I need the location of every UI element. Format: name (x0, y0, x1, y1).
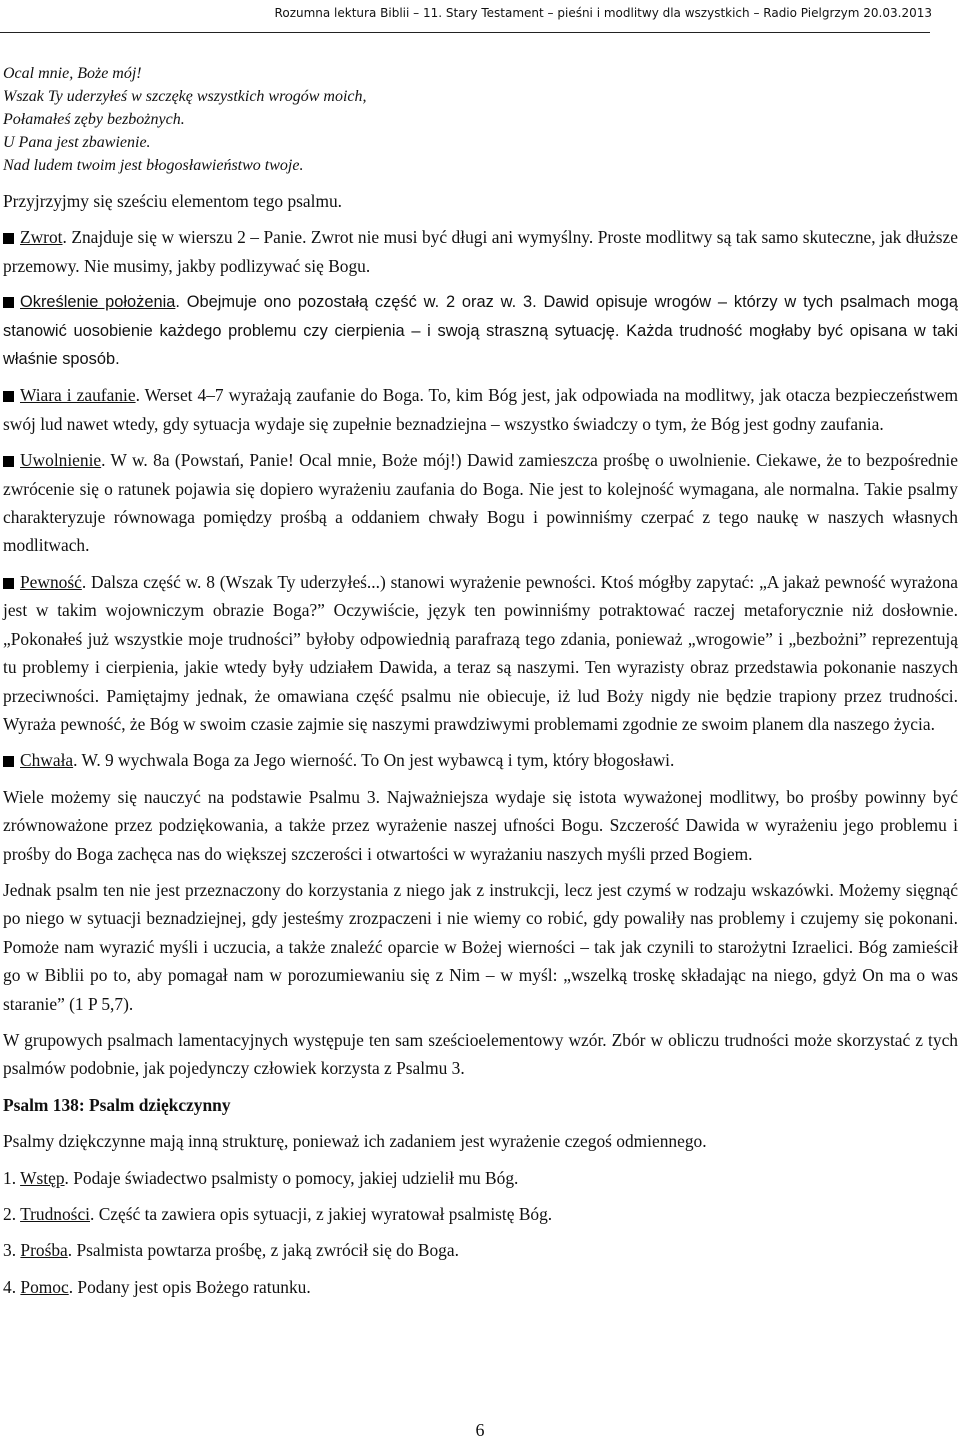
page-header: Rozumna lektura Biblii – 11. Stary Testament – pieśni i modlitwy dla wszystkich – Radio Pielgrzym 20.03.2013 (274, 6, 932, 20)
element-label: Zwrot (20, 227, 63, 248)
element-text: . Obejmuje ono pozostałą część w. 2 oraz w. 3. Dawid opisuje wrogów – którzy w tych psalmach mogą stanowić uosobienie każdego problemu czy cierpienia – i swoją straszną sytuację. Każda trudność mogłaby być opisana w taki właśnie sposób. (3, 293, 958, 369)
element-text: . W w. 8a (Powstań, Panie! Ocal mnie, Boże mój!) Dawid zamieszcza prośbę o uwolnienie. Ciekawe, że to bezpośrednie zwrócenie się o ratunek pojawia się dopiero wyrażeniu zaufania do Boga. Nie jest to kolejność wymagana, ale normalna. Takie psalmy charakteryzuje równowaga pomiędzy prośbą a oddaniem chwały Bogu i powinniśmy czerpać z tego naukę w naszych własnych modlitwach. (3, 450, 958, 556)
list-item (3, 1273, 958, 1301)
element-wiara (3, 381, 958, 438)
verse-line: U Pana jest zbawienie. (3, 134, 151, 151)
square-bullet-icon (3, 756, 14, 767)
verse-line: Ocal mnie, Boże mój! (3, 65, 142, 82)
list-text: . Część ta zawiera opis sytuacji, z jakiej wyratował psalmistę Bóg. (90, 1204, 553, 1224)
element-label: Określenie położenia (20, 293, 176, 312)
list-text: . Podaje świadectwo psalmisty o pomocy, jakiej udzielił mu Bóg. (64, 1167, 519, 1188)
element-text: . W. 9 wychwala Boga za Jego wierność. To On jest wybawcą i tym, który błogosławi. (73, 750, 675, 771)
list-label: Trudności (20, 1204, 90, 1224)
section-intro: Psalmy dziękczynne mają inną strukturę, ponieważ ich zadaniem jest wyrażenie czegoś odmiennego. (3, 1131, 707, 1152)
psalm-verse (3, 62, 958, 177)
square-bullet-icon (3, 391, 14, 402)
element-zwrot (3, 223, 958, 280)
element-label: Chwała (20, 750, 74, 771)
list-number: 1. (3, 1167, 17, 1188)
intro-paragraph: Przyjrzyjmy się sześciu elementom tego psalmu. (3, 191, 343, 211)
element-chwala (3, 746, 958, 774)
verse-line: Wszak Ty uderzyłeś w szczękę wszystkich wrogów moich, (3, 88, 367, 105)
list-number: 2. (3, 1204, 17, 1224)
square-bullet-icon (3, 456, 14, 467)
list-text: . Psalmista powtarza prośbę, z jaką zwrócił się do Boga. (67, 1240, 459, 1261)
verse-line: Połamałeś zęby bezbożnych. (3, 111, 185, 128)
element-pewnosc (3, 568, 958, 738)
element-text: . Znajduje się w wierszu 2 – Panie. Zwrot nie musi być długi ani wymyślny. Proste modlitwy są tak samo skuteczne, jak dłuższe przemowy. Nie musimy, jakby podlizywać się Bogu. (3, 227, 958, 276)
element-label: Uwolnienie (20, 450, 102, 471)
list-label: Wstęp (20, 1167, 65, 1188)
page-content (3, 62, 958, 1309)
list-item (3, 1200, 958, 1228)
element-text: . Dalsza część w. 8 (Wszak Ty uderzyłeś...) stanowi wyrażenie pewności. Ktoś mógłby zapytać: „A jakaż pewność wyrażona jest w takim wojowniczym obrazie Boga?” Oczywiście, język ten powinniśmy potraktować raczej metaforycznie niż dosłownie. „Pokonałeś już wszystkie moje trudności” byłoby odpowiednią parafrazą tego zdania, ponieważ „wrogowie” i „bezbożni” reprezentują tu problemy i cierpienia, jakie wtedy były udziałem Dawida, a teraz są naszymi. Ten wyrazisty obraz przedstawia pokonanie naszych przeciwności. Pamiętajmy jednak, że omawiana część psalmu nie obiecuje, iż lud Boży nigdy nie będzie trapiony przez trudności. Wyraża pewność, że Bóg w swoim czasie zajmie się naszymi prawdziwymi problemami zgodnie ze swoim planem dla naszego życia. (3, 571, 958, 734)
header-rule (0, 32, 930, 33)
element-okreslenie (3, 288, 958, 373)
list-text: . Podany jest opis Bożego ratunku. (68, 1276, 311, 1297)
list-item (3, 1236, 958, 1264)
list-label: Prośba (20, 1240, 68, 1261)
square-bullet-icon (3, 578, 14, 589)
body-paragraph: Jednak psalm ten nie jest przeznaczony do korzystania z niego jak z instrukcji, lecz jest czymś w rodzaju wskazówki. Możemy sięgnąć po niego w sytuacji beznadziejnej, gdy jesteśmy zrozpaczeni i nie wiemy co robić, gdy powaliły nas problemy i czujemy się pokonani. Pomoże nam wyrazić myśli i uczucia, a także znaleźć oparcie w Bożej wierności – tak jak czynili to starożytni Izraelici. Bóg zamieścił go w Biblii po to, aby pomagał nam w porozumiewaniu się z Nim – w myśl: „wszelką troskę składając na niego, gdyż On ma o was staranie” (1 P 5,7). (3, 879, 958, 1014)
body-paragraph: W grupowych psalmach lamentacyjnych występuje ten sam sześcioelementowy wzór. Zbór w obliczu trudności może skorzystać z tych psalmów podobnie, jak pojedynczy człowiek korzysta z Psalmu 3. (3, 1029, 958, 1079)
square-bullet-icon (3, 233, 14, 244)
element-label: Pewność (20, 571, 82, 592)
element-uwolnienie (3, 446, 958, 560)
element-text: . Werset 4–7 wyrażają zaufanie do Boga. To, kim Bóg jest, jak odpowiada na modlitwy, jak otacza bezpieczeństwem swój lud nawet wtedy, gdy sytuacja wydaje się zupełnie beznadziejna – wszystko świadczy o tym, że Bóg jest godny zaufania. (3, 385, 959, 434)
section-title: Psalm 138: Psalm dziękczynny (3, 1094, 231, 1115)
list-item (3, 1164, 958, 1192)
element-label: Wiara i zaufanie (20, 385, 136, 406)
verse-line: Nad ludem twoim jest błogosławieństwo twoje. (3, 157, 304, 174)
body-paragraph: Wiele możemy się nauczyć na podstawie Psalmu 3. Najważniejsza wydaje się istota wyważonej modlitwy, bo prośby powinny być zrównoważone przez podziękowania, a także przez wyrażenie naszej ufności Bogu. Szczerość Dawida w wyrażeniu jego problemu i prośby do Boga zachęca nas do większej szczerości i otwartości w wyrażaniu naszych myśli przed Bogiem. (3, 786, 958, 864)
square-bullet-icon (3, 297, 14, 308)
list-label: Pomoc (20, 1276, 69, 1297)
list-number: 4. (3, 1276, 17, 1297)
list-number: 3. (3, 1240, 17, 1261)
page-number: 6 (475, 1420, 485, 1440)
